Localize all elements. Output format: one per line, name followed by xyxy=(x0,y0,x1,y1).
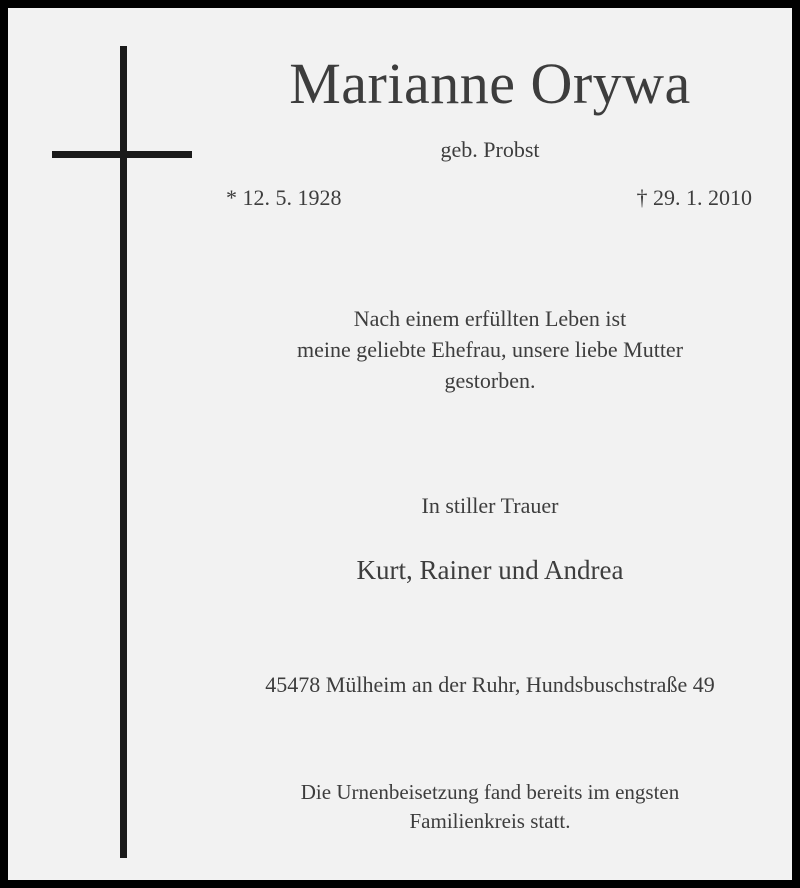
memorial-message-line-1: Nach einem erfüllten Leben ist xyxy=(353,305,627,331)
funeral-note-line-2: Familienkreis statt. xyxy=(409,809,571,834)
deceased-name: Marianne Orywa xyxy=(289,51,691,116)
mourners-names: Kurt, Rainer und Andrea xyxy=(356,554,624,585)
memorial-message xyxy=(208,303,772,397)
funeral-note-line-1: Die Urnenbeisetzung fand bereits im engsten xyxy=(300,779,680,804)
death-date: † 29. 1. 2010 xyxy=(636,184,752,210)
cross-vertical-bar xyxy=(120,46,127,858)
cross-horizontal-bar xyxy=(52,151,192,158)
notice-content xyxy=(208,8,772,837)
funeral-note xyxy=(208,778,772,838)
mourning-label: In stiller Trauer xyxy=(421,492,559,518)
maiden-name: geb. Probst xyxy=(440,136,540,162)
life-dates xyxy=(208,185,772,215)
memorial-message-line-3: gestorben. xyxy=(444,368,536,394)
address: 45478 Mülheim an der Ruhr, Hundsbuschstraße 49 xyxy=(265,671,715,697)
birth-date: * 12. 5. 1928 xyxy=(226,184,342,210)
memorial-message-line-2: meine geliebte Ehefrau, unsere liebe Mutter xyxy=(296,337,684,363)
cross-icon xyxy=(52,46,202,858)
